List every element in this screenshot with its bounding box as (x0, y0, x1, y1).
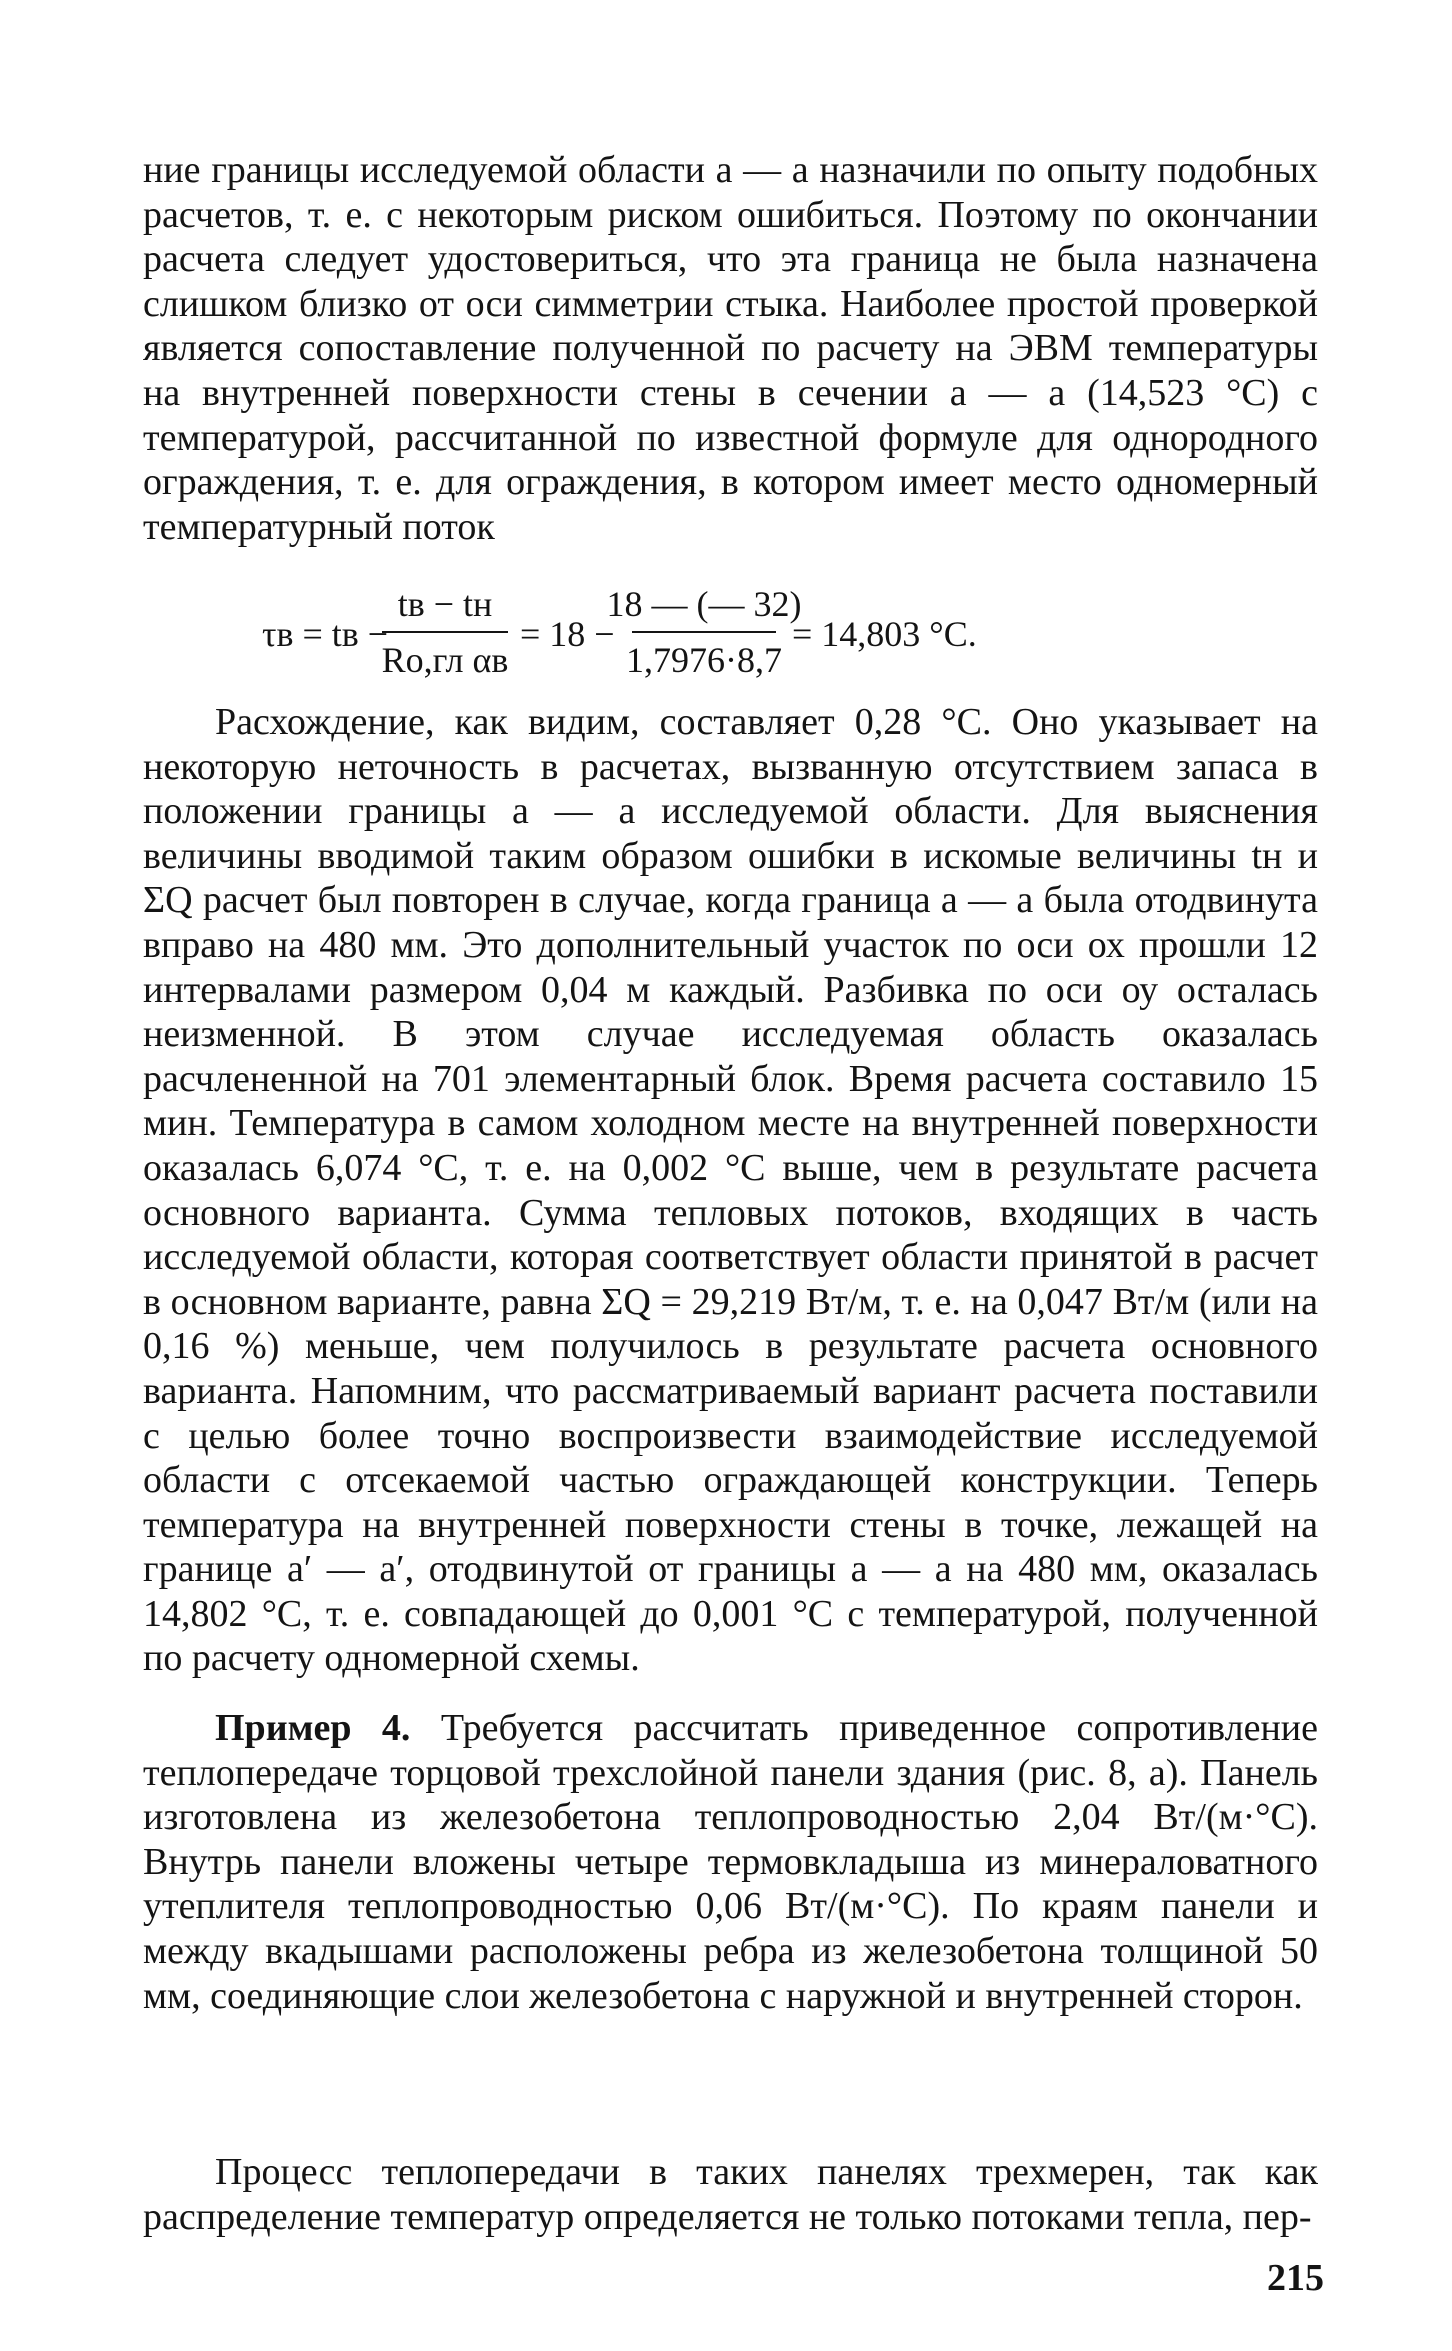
paragraph-4-text: Процесс теплопередачи в таких панелях трехмерен, так как распределение температур определяется не только потоками тепла, пер- (143, 2151, 1318, 2238)
formula-svg (262, 580, 1262, 690)
formula-result: = 14,803 °С. (792, 614, 977, 654)
page-number: 215 (1267, 2257, 1324, 2299)
formula-frac2-denominator: 1,7976·8,7 (626, 640, 782, 680)
formula-eq2: = 18 − (520, 614, 615, 654)
paragraph-3-body (143, 1706, 1318, 2018)
formula-frac2-numerator: 18 — (— 32) (606, 584, 802, 624)
paragraph-example-4 (143, 1706, 1318, 2018)
paragraph-1-text: ние границы исследуемой области а — а назначили по опыту подобных расчетов, т. е. с некоторым риском ошибиться. Поэтому по окончании расчета следует удостовериться, что эта граница не была назначена слишком близко от оси симметрии стыка. Наиболее простой проверкой является сопоставление полученной по расчету на ЭВМ температуры на внутренней поверхности стены в сечении а — а (14,523 °С) с температурой, рассчитанной по известной формуле для однородного ограждения, т. е. для ограждения, в котором имеет место одномерный температурный поток (143, 149, 1318, 548)
paragraph-3-text: Требуется рассчитать приведенное сопротивление теплопередаче торцовой трехслойной панели здания (рис. 8, а). Панель изготовлена из железобетона теплопроводностью 2,04 Вт/(м·°С). Внутрь панели вложены четыре термовкладыша из минераловатного утеплителя теплопроводностью 0,06 Вт/(м·°С). По краям панели и между вкадышами расположены ребра из железобетона толщиной 50 мм, соединяющие слои железобетона с наружной и внутренней сторон. (143, 1707, 1318, 2017)
paragraph-4 (143, 2150, 1318, 2239)
example-label: Пример 4. (215, 1707, 411, 1749)
formula-frac1-numerator: tв − tн (397, 584, 493, 624)
paragraph-1 (143, 148, 1318, 549)
paragraph-2-text: Расхождение, как видим, составляет 0,28 °С. Оно указывает на некоторую неточность в расчетах, вызванную отсутствием запаса в положении границы а — а исследуемой области. Для выяснения величины вводимой таким образом ошибки в искомые величины tн и ΣQ расчет был повторен в случае, когда граница а — а была отодвинута вправо на 480 мм. Это дополнительный участок по оси ох прошли 12 интервалами размером 0,04 м каждый. Разбивка по оси оу осталась неизменной. В этом случае исследуемая область оказалась расчлененной на 701 элементарный блок. Время расчета составило 15 мин. Температура в самом холодном месте на внутренней поверхности оказалась 6,074 °С, т. е. на 0,002 °С выше, чем в результате расчета основного варианта. Сумма тепловых потоков, входящих в часть исследуемой области, которая соответствует области принятой в расчет в основном варианте, равна ΣQ = 29,219 Вт/м, т. е. на 0,047 Вт/м (или на 0,16 %) меньше, чем получилось в результате расчета основного варианта. Напомним, что рассматриваемый вариант расчета поставили с целью более точно воспроизвести взаимодействие исследуемой области с отсекаемой частью ограждающей конструкции. Теперь температура на внутренней поверхности стены в точке, лежащей на границе а′ — а′, отодвинутой от границы а — а на 480 мм, оказалась 14,802 °С, т. е. совпадающей до 0,001 °С с температурой, полученной по расчету одномерной схемы. (143, 701, 1318, 1680)
formula-frac1-denominator: Rо,гл αв (381, 640, 509, 680)
formula-lhs: τв = tв − (262, 614, 389, 654)
formula (262, 580, 1262, 690)
paragraph-2 (143, 700, 1318, 1681)
